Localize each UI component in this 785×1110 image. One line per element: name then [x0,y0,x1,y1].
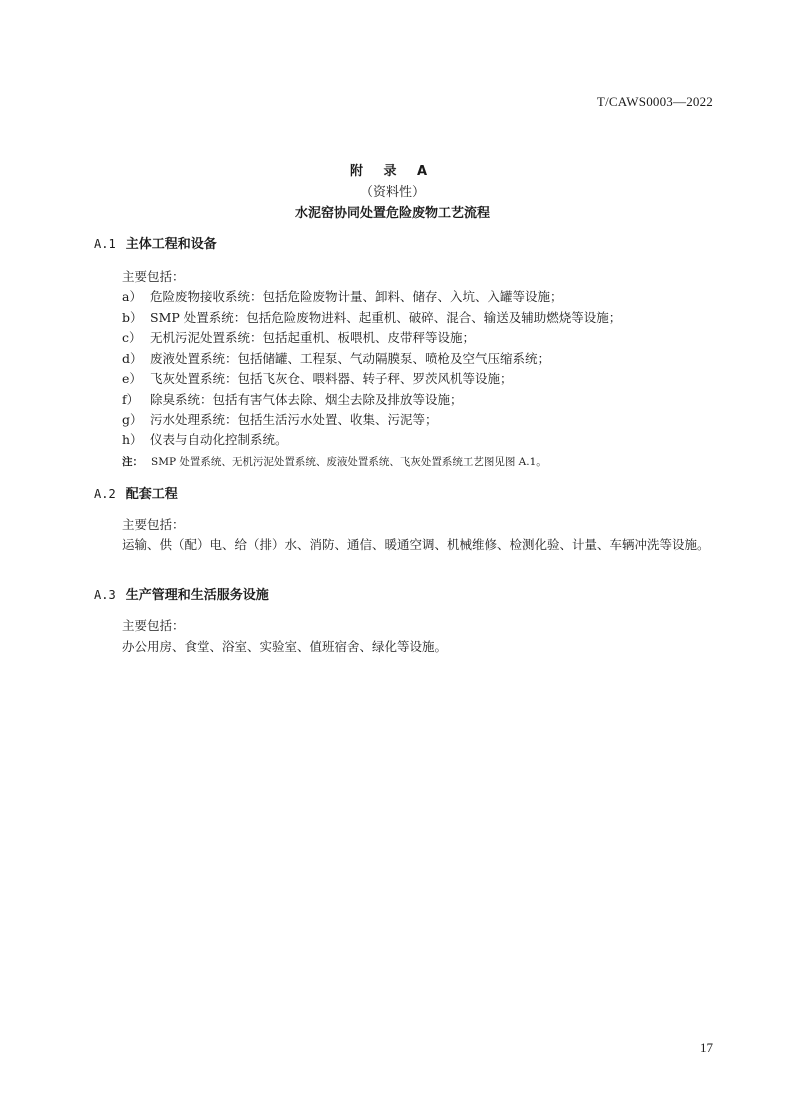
list-item [122,370,513,388]
list-item [122,411,438,429]
section-heading-a2 [94,484,178,505]
list-item [122,309,621,327]
list-text: 无机污泥处置系统：包括起重机、板喂机、皮带秤等设施； [150,330,476,345]
section-paragraph: 办公用房、食堂、浴室、实验室、值班宿舍、绿化等设施。 [122,639,448,654]
section-paragraph: 运输、供（配）电、给（排）水、消防、通信、暖通空调、机械维修、检测化验、计量、车辆冲洗等设施。 [122,537,710,552]
section-number: A.1 [94,237,116,251]
list-item [122,350,550,368]
list-marker: a） [122,289,142,304]
section-intro: 主要包括： [122,269,185,284]
list-text: 飞灰处置系统：包括飞灰仓、喂料器、转子秤、罗茨风机等设施； [150,371,513,386]
section-heading-a1 [94,234,217,255]
section-title: 主体工程和设备 [125,237,217,252]
list-text: SMP 处置系统：包括危险废物进料、起重机、破碎、混合、输送及辅助燃烧等设施； [150,310,622,325]
section-intro: 主要包括： [122,517,185,532]
list-text: 除臭系统：包括有害气体去除、烟尘去除及排放等设施； [150,392,463,407]
section-title: 生产管理和生活服务设施 [125,588,269,603]
list-item [122,288,563,306]
list-marker: g） [122,412,143,427]
section-number: A.3 [94,588,116,602]
list-text: 废液处置系统：包括储罐、工程泵、气动隔膜泵、喷枪及空气压缩系统； [150,351,551,366]
list-marker: d） [122,351,143,366]
note [122,454,547,470]
list-marker: c） [122,330,142,345]
list-item [122,431,288,449]
note-label: 注： [122,456,143,468]
page-number: 17 [700,1040,713,1055]
list-marker: e） [122,371,142,386]
section-title: 配套工程 [125,487,178,502]
section-number: A.2 [94,487,116,501]
standard-number: T/CAWS0003—2022 [596,94,713,109]
list-marker: f） [122,392,140,407]
section-intro: 主要包括： [122,618,185,633]
list-item [122,329,475,347]
note-text: SMP 处置系统、无机污泥处置系统、废液处置系统、飞灰处置系统工艺图见图 A.1。 [151,456,547,468]
list-text: 污水处理系统：包括生活污水处置、收集、污泥等； [150,412,438,427]
appendix-title: 水泥窑协同处置危险废物工艺流程 [294,206,490,221]
list-item [122,391,463,409]
appendix-label: 附 录 A [349,164,436,179]
appendix-type: （资料性） [359,185,425,200]
list-marker: b） [122,310,143,325]
list-text: 危险废物接收系统：包括危险废物计量、卸料、储存、入坑、入罐等设施； [150,289,563,304]
list-marker: h） [122,432,143,447]
list-text: 仪表与自动化控制系统。 [150,432,288,447]
section-heading-a3 [94,585,269,606]
